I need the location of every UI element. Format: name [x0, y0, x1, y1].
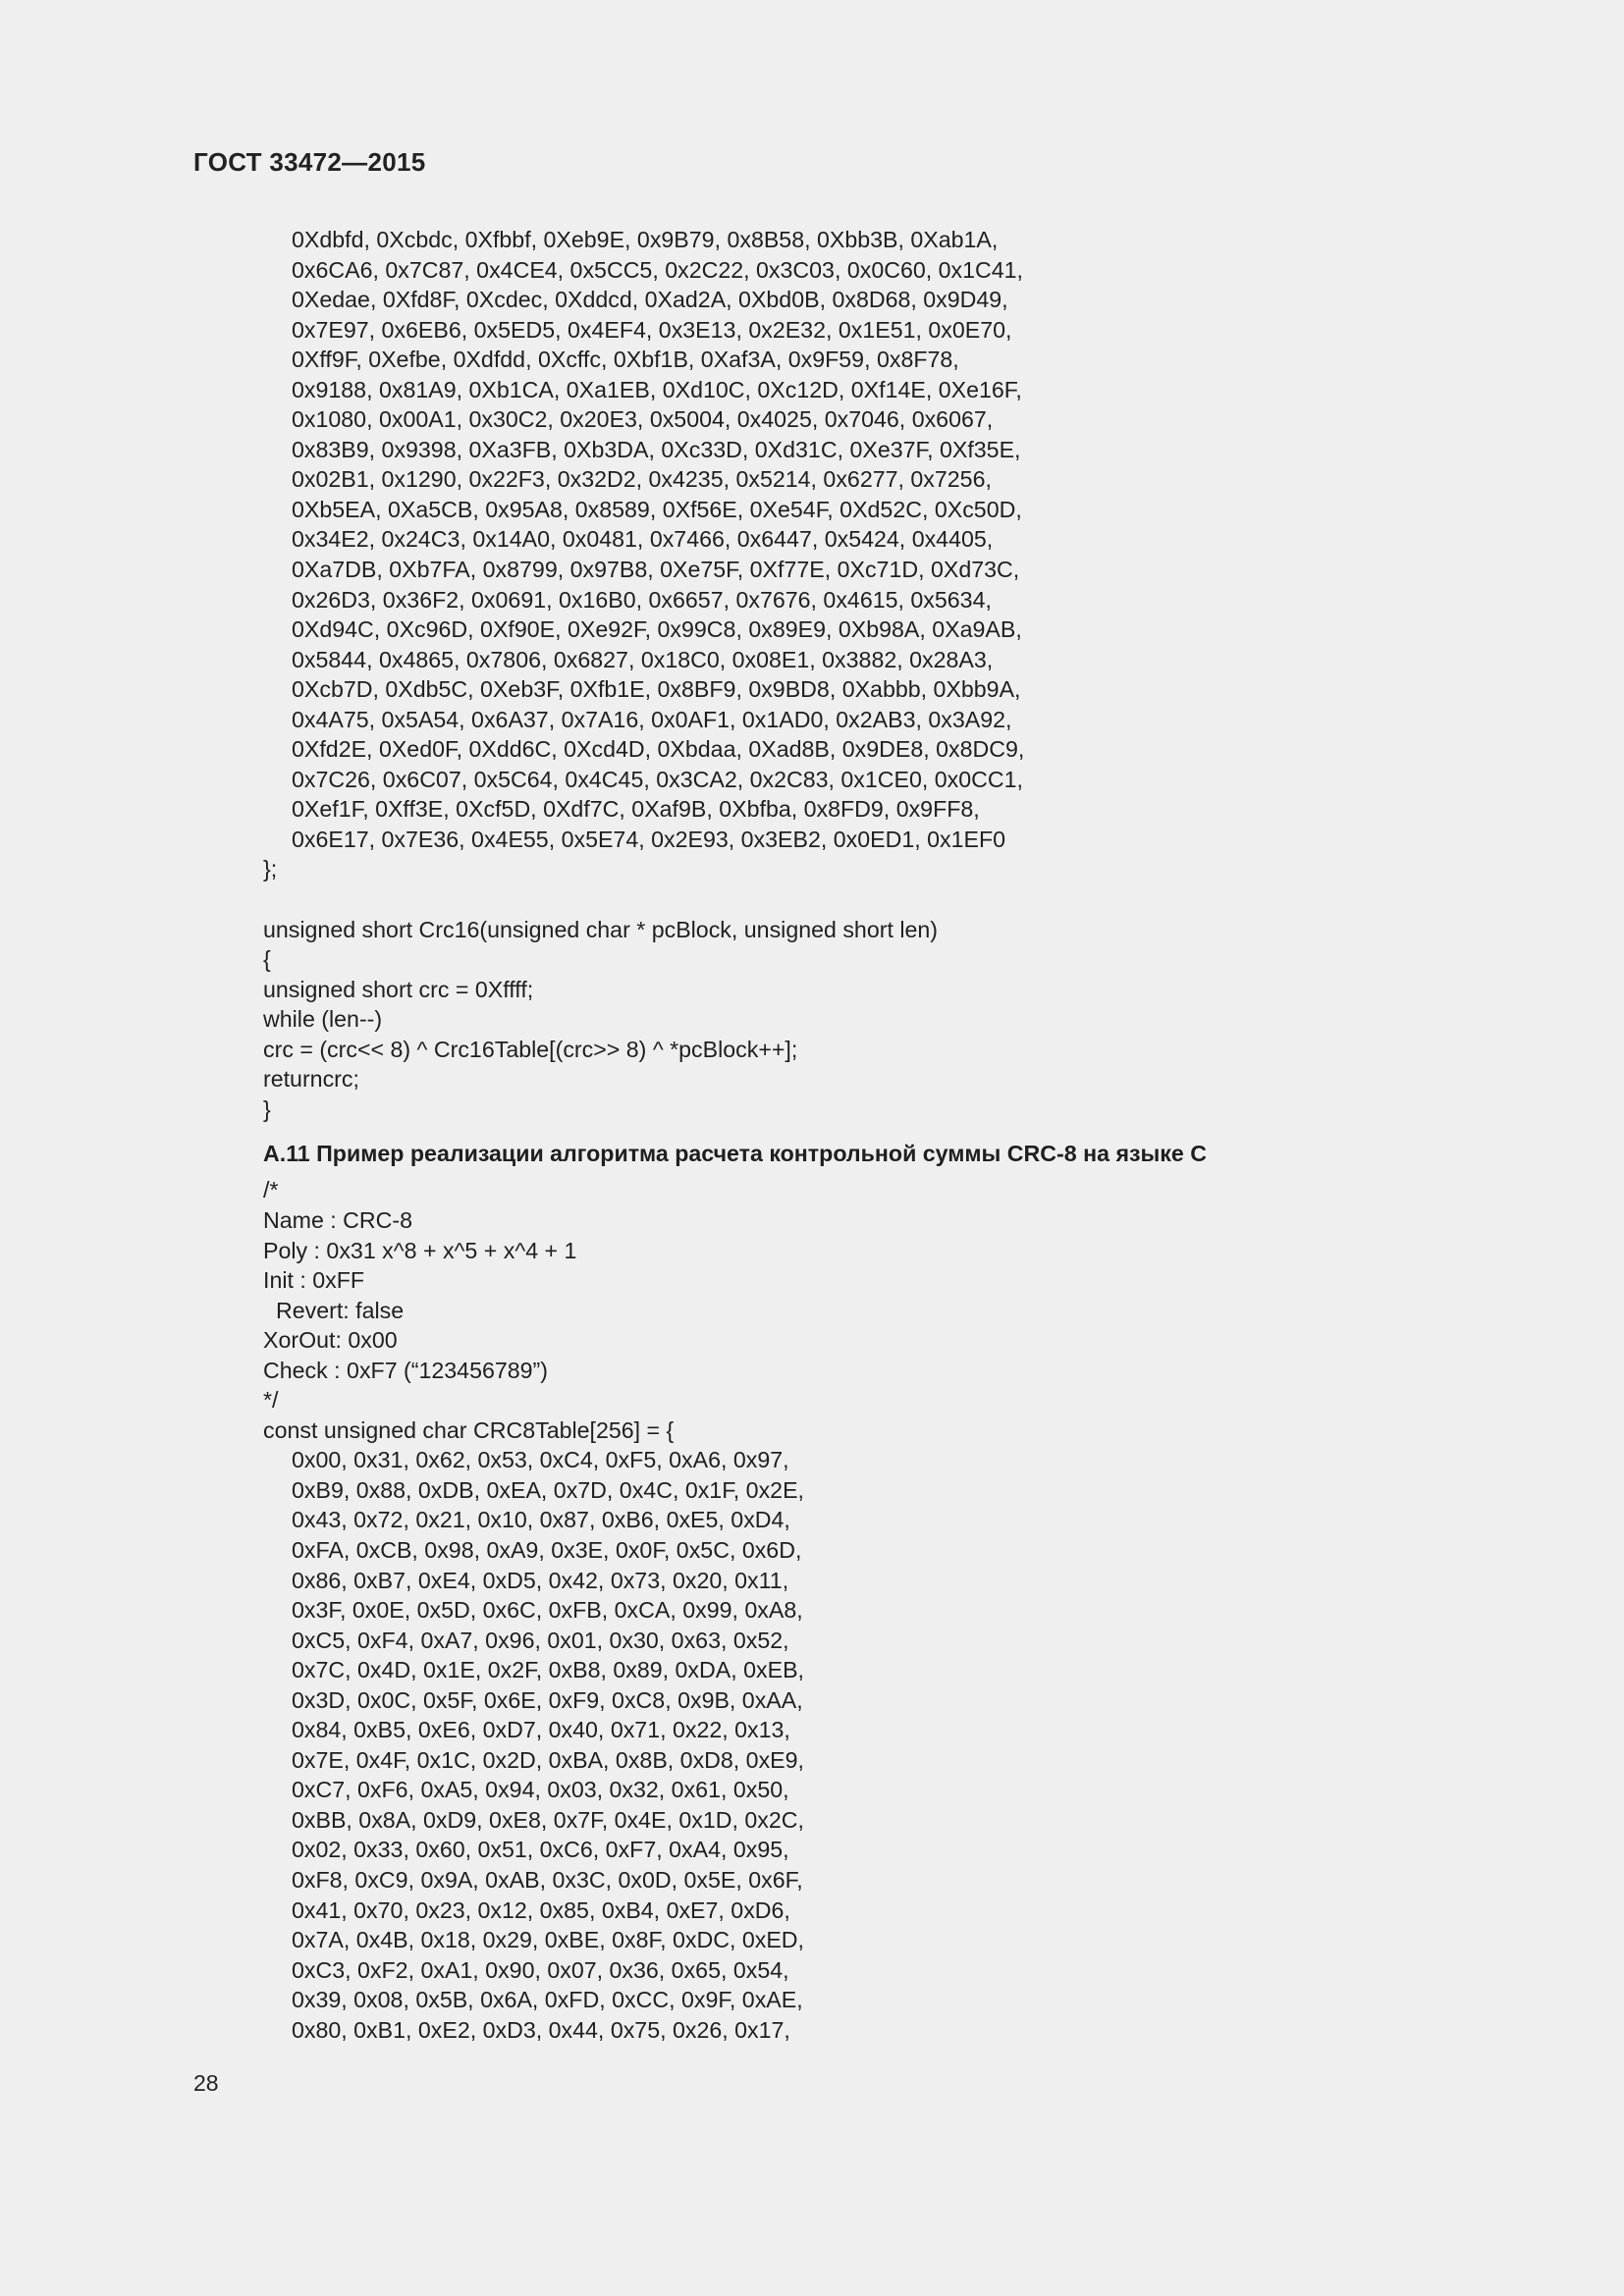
crc16-table-row: 0x02B1, 0x1290, 0x22F3, 0x32D2, 0x4235, 0x5214, 0x6277, 0x7256, — [292, 466, 992, 493]
crc16-table-row: 0x9188, 0x81A9, 0Xb1CA, 0Xa1EB, 0Xd10C, 0Xc12D, 0Xf14E, 0Xe16F, — [292, 376, 1022, 402]
comment-revert: Revert: false — [276, 1297, 405, 1323]
page-number: 28 — [193, 2070, 219, 2096]
crc16-table-row: 0Xcb7D, 0Xdb5C, 0Xeb3F, 0Xfb1E, 0x8BF9, 0x9BD8, 0Xabbb, 0Xbb9A, — [292, 676, 1021, 703]
crc16-table-row: 0Xd94C, 0Xc96D, 0Xf90E, 0Xe92F, 0x99C8, 0x89E9, 0Xb98A, 0Xa9AB, — [292, 616, 1022, 643]
crc16-table-row: 0Xff9F, 0Xefbe, 0Xdfdd, 0Xcffc, 0Xbf1B, 0Xaf3A, 0x9F59, 0x8F78, — [292, 347, 959, 373]
crc8-table-row: 0xC3, 0xF2, 0xA1, 0x90, 0x07, 0x36, 0x65, 0x54, — [292, 1956, 789, 1983]
crc8-table-row: 0x7C, 0x4D, 0x1E, 0x2F, 0xB8, 0x89, 0xDA, 0xEB, — [292, 1657, 804, 1683]
crc16-table-row: 0x7E97, 0x6EB6, 0x5ED5, 0x4EF4, 0x3E13, 0x2E32, 0x1E51, 0x0E70, — [292, 316, 1012, 343]
crc16-table-row: 0x26D3, 0x36F2, 0x0691, 0x16B0, 0x6657, 0x7676, 0x4615, 0x5634, — [292, 586, 992, 613]
crc16-table-row: 0Xfd2E, 0Xed0F, 0Xdd6C, 0Xcd4D, 0Xbdaa, 0Xad8B, 0x9DE8, 0x8DC9, — [292, 736, 1025, 763]
crc16-table-row: 0x4A75, 0x5A54, 0x6A37, 0x7A16, 0x0AF1, 0x1AD0, 0x2AB3, 0x3A92, — [292, 706, 1012, 732]
crc8-table-row: 0x7A, 0x4B, 0x18, 0x29, 0xBE, 0x8F, 0xDC, 0xED, — [292, 1927, 804, 1953]
section-title-a11: А.11 Пример реализации алгоритма расчета контрольной суммы CRC-8 на языке С — [263, 1141, 1207, 1167]
crc16-table-row: 0x6E17, 0x7E36, 0x4E55, 0x5E74, 0x2E93, 0x3EB2, 0x0ED1, 0x1EF0 — [292, 826, 1006, 852]
comment-open: /* — [263, 1177, 279, 1203]
code-line: while (len--) — [263, 1006, 383, 1033]
crc8-table-row: 0xC7, 0xF6, 0xA5, 0x94, 0x03, 0x32, 0x61, 0x50, — [292, 1777, 789, 1803]
crc8-table-row: 0x80, 0xB1, 0xE2, 0xD3, 0x44, 0x75, 0x26, 0x17, — [292, 2016, 790, 2043]
crc16-table-row: 0x7C26, 0x6C07, 0x5C64, 0x4C45, 0x3CA2, 0x2C83, 0x1CE0, 0x0CC1, — [292, 766, 1024, 792]
comment-poly: Poly : 0x31 x^8 + x^5 + x^4 + 1 — [263, 1237, 577, 1263]
crc8-table-row: 0x39, 0x08, 0x5B, 0x6A, 0xFD, 0xCC, 0x9F, 0xAE, — [292, 1987, 803, 2013]
code-line: } — [263, 1095, 271, 1122]
crc16-table-rows — [263, 225, 1490, 854]
crc8-table-row: 0x86, 0xB7, 0xE4, 0xD5, 0x42, 0x73, 0x20, 0x11, — [292, 1567, 789, 1593]
comment-init: Init : 0xFF — [263, 1267, 365, 1294]
code-listing — [263, 225, 1490, 2045]
comment-name: Name : CRC-8 — [263, 1206, 413, 1233]
crc16-table-row: 0Xedae, 0Xfd8F, 0Xcdec, 0Xddcd, 0Xad2A, 0Xbd0B, 0x8D68, 0x9D49, — [292, 287, 1008, 313]
crc16-table-row: 0Xdbfd, 0Xcbdc, 0Xfbbf, 0Xeb9E, 0x9B79, 0x8B58, 0Xbb3B, 0Xab1A, — [292, 227, 999, 252]
crc8-table-row: 0xBB, 0x8A, 0xD9, 0xE8, 0x7F, 0x4E, 0x1D, 0x2C, — [292, 1806, 804, 1833]
crc8-table-row: 0x00, 0x31, 0x62, 0x53, 0xC4, 0xF5, 0xA6, 0x97, — [292, 1447, 789, 1473]
crc16-table-row: 0x6CA6, 0x7C87, 0x4CE4, 0x5CC5, 0x2C22, 0x3C03, 0x0C60, 0x1C41, — [292, 256, 1024, 283]
crc8-table-row: 0x3F, 0x0E, 0x5D, 0x6C, 0xFB, 0xCA, 0x99, 0xA8, — [292, 1597, 803, 1624]
comment-close: */ — [263, 1387, 279, 1414]
code-line: crc = (crc<< 8) ^ Crc16Table[(crc>> 8) ^ *pcBlock++]; — [263, 1036, 798, 1062]
code-line: { — [263, 946, 271, 973]
comment-xorout: XorOut: 0x00 — [263, 1327, 398, 1354]
code-line: unsigned short crc = 0Xffff; — [263, 976, 534, 1002]
crc8-table-declaration: const unsigned char CRC8Table[256] = { — [263, 1416, 675, 1443]
crc8-table-row: 0x02, 0x33, 0x60, 0x51, 0xC6, 0xF7, 0xA4, 0x95, — [292, 1837, 789, 1863]
crc16-table-row: 0Xef1F, 0Xff3E, 0Xcf5D, 0Xdf7C, 0Xaf9B, 0Xbfba, 0x8FD9, 0x9FF8, — [292, 796, 980, 823]
crc8-table-row: 0x7E, 0x4F, 0x1C, 0x2D, 0xBA, 0x8B, 0xD8, 0xE9, — [292, 1746, 804, 1773]
code-line: unsigned short Crc16(unsigned char * pcBlock, unsigned short len) — [263, 916, 938, 942]
crc8-table-row: 0x43, 0x72, 0x21, 0x10, 0x87, 0xB6, 0xE5, 0xD4, — [292, 1507, 790, 1533]
crc16-table-row: 0x5844, 0x4865, 0x7806, 0x6827, 0x18C0, 0x08E1, 0x3882, 0x28A3, — [292, 646, 994, 672]
crc8-table-row: 0xB9, 0x88, 0xDB, 0xEA, 0x7D, 0x4C, 0x1F, 0x2E, — [292, 1476, 804, 1503]
spacer — [263, 1124, 1490, 1134]
crc8-table-row: 0x3D, 0x0C, 0x5F, 0x6E, 0xF9, 0xC8, 0x9B, 0xAA, — [292, 1686, 803, 1713]
crc8-table-row: 0xFA, 0xCB, 0x98, 0xA9, 0x3E, 0x0F, 0x5C, 0x6D, — [292, 1536, 802, 1563]
crc16-table-row: 0Xb5EA, 0Xa5CB, 0x95A8, 0x8589, 0Xf56E, 0Xe54F, 0Xd52C, 0Xc50D, — [292, 496, 1022, 522]
crc8-table-row: 0xC5, 0xF4, 0xA7, 0x96, 0x01, 0x30, 0x63, 0x52, — [292, 1627, 789, 1653]
crc16-table-close: }; — [263, 856, 278, 882]
crc16-table-row: 0x83B9, 0x9398, 0Xa3FB, 0Xb3DA, 0Xc33D, 0Xd31C, 0Xe37F, 0Xf35E, — [292, 436, 1021, 462]
crc8-table-row: 0x41, 0x70, 0x23, 0x12, 0x85, 0xB4, 0xE7, 0xD6, — [292, 1896, 790, 1923]
crc16-table-row: 0x34E2, 0x24C3, 0x14A0, 0x0481, 0x7466, 0x6447, 0x5424, 0x4405, — [292, 526, 994, 553]
blank-line — [263, 884, 1490, 915]
crc8-table-row: 0x84, 0xB5, 0xE6, 0xD7, 0x40, 0x71, 0x22, 0x13, — [292, 1717, 790, 1743]
crc8-table-rows — [263, 1445, 1490, 2045]
crc8-table-row: 0xF8, 0xC9, 0x9A, 0xAB, 0x3C, 0x0D, 0x5E, 0x6F, — [292, 1866, 803, 1893]
comment-check: Check : 0xF7 (“123456789”) — [263, 1357, 548, 1383]
crc16-function — [263, 915, 1490, 1125]
crc8-comment-block — [263, 1175, 1490, 1415]
crc16-table-row: 0Xa7DB, 0Xb7FA, 0x8799, 0x97B8, 0Xe75F, 0Xf77E, 0Xc71D, 0Xd73C, — [292, 557, 1020, 583]
page-header: ГОСТ 33472—2015 — [193, 147, 426, 177]
crc16-table-row: 0x1080, 0x00A1, 0x30C2, 0x20E3, 0x5004, 0x4025, 0x7046, 0x6067, — [292, 406, 994, 433]
code-line: returncrc; — [263, 1066, 359, 1093]
